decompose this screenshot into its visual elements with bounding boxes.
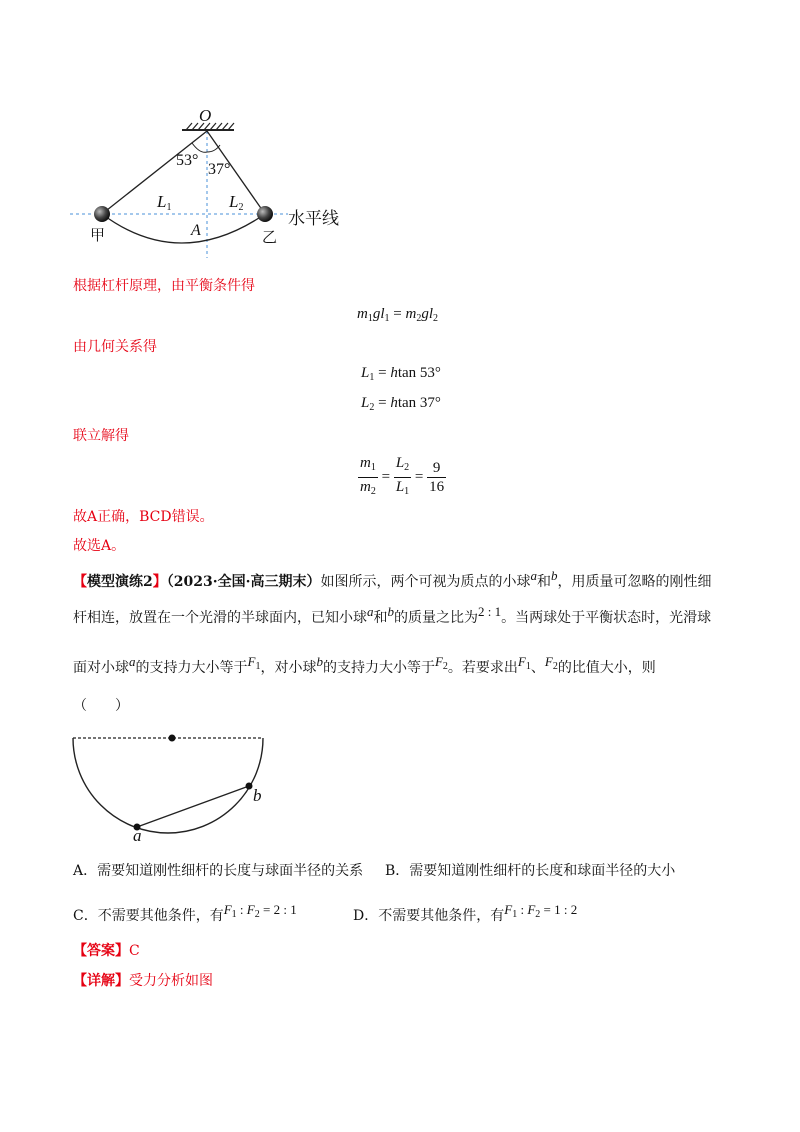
- figure-hemisphere: [68, 728, 272, 840]
- line-solve: 联立解得: [73, 428, 129, 444]
- equation-ratio: $\frac{m_1}{m_2}$ = $\frac{L_2}{L_1}$ = $\frac{9}{16}$: [360, 455, 445, 497]
- line-conclusion: 故A正确，BCD错误。: [73, 509, 214, 525]
- label-yi: 乙: [262, 228, 278, 246]
- label-53: 53°: [176, 152, 199, 169]
- label-37: 37°: [208, 161, 231, 178]
- problem-answer-paren: （ ）: [73, 698, 129, 714]
- line-choice: 故选A。: [73, 538, 126, 554]
- label-L1: $L_1$: [157, 192, 172, 213]
- answer-line: 【答案】C: [73, 943, 140, 959]
- problem-line-3: 面对小球a的支持力大小等于$F_1$，对小球b的支持力大小等于$F_2$。若要求出$F_1$、$F_2$的比值大小，则: [73, 654, 656, 676]
- line-geometry: 由几何关系得: [73, 339, 157, 355]
- equation-L2: $L_2 = htan$ 37°: [361, 395, 441, 413]
- option-B[interactable]: B．需要知道刚性细杆的长度和球面半径的大小: [385, 863, 676, 879]
- label-horizontal-line: 水平线: [288, 209, 339, 229]
- ball-yi: [257, 206, 273, 222]
- label-A: A: [191, 222, 201, 239]
- label-ball-b: b: [253, 786, 262, 805]
- label-O: O: [199, 106, 212, 125]
- label-ball-a: a: [133, 826, 142, 845]
- figure-lever-diagram: [60, 100, 370, 265]
- detail-line: 【详解】受力分析如图: [73, 973, 213, 989]
- ball-b: [246, 783, 253, 790]
- option-D[interactable]: D．不需要其他条件，有$F_1$ : $F_2 = 1$ : 2: [353, 902, 578, 924]
- option-A[interactable]: A．需要知道刚性细杆的长度与球面半径的关系: [73, 863, 364, 879]
- problem-line-2: 杆相连，放置在一个光滑的半球面内，已知小球a和b的质量之比为2 : 1。当两球处于平衡状态时，光滑球: [73, 604, 712, 626]
- problem-line-1: 【模型演练2】（2023·全国·高三期末）如图所示，两个可视为质点的小球a和b，用质量可忽略的刚性细: [73, 568, 712, 590]
- hemisphere-center-point: [169, 735, 176, 742]
- equation-balance: $m_1gl_1 = m_2gl_2$: [357, 306, 438, 324]
- option-C[interactable]: C．不需要其他条件，有$F_1$ : $F_2 = 2$ : 1: [73, 902, 297, 924]
- label-jia: 甲: [90, 226, 106, 244]
- line-lever-principle: 根据杠杆原理，由平衡条件得: [73, 278, 255, 294]
- ball-jia: [94, 206, 110, 222]
- label-L2: $L_2$: [229, 192, 244, 213]
- equation-L1: $L_1 = htan$ 53°: [361, 365, 441, 383]
